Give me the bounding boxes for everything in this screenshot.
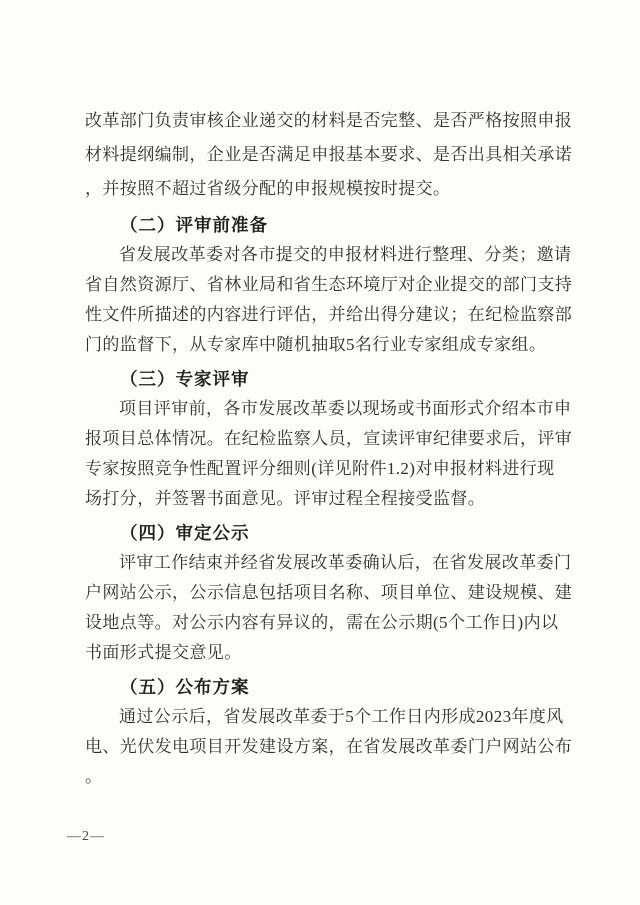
section-heading-3: （三）专家评审 (120, 369, 250, 389)
document-body (85, 104, 573, 792)
body-text-line: 通过公示后，省发展改革委于5个工作日内形成2023年度风 (119, 707, 564, 726)
body-text-line: 改革部门负责审核企业递交的材料是否完整、是否严格按照申报 (85, 111, 573, 130)
body-text-line: 专家按照竞争性配置评分细则(详见附件1.2)对申报材料进行现 (85, 459, 555, 478)
body-text-line: 性文件所描述的内容进行评估，并给出得分建议；在纪检监察部 (85, 305, 573, 324)
body-text-line: ，并按照不超过省级分配的申报规模按时提交。 (85, 179, 451, 198)
section-heading-4: （四）审定公示 (120, 523, 250, 543)
body-text-line: 书面形式提交意见。 (85, 643, 242, 662)
section-heading-2: （二）评审前准备 (120, 215, 268, 235)
body-text-line: 。 (85, 767, 103, 786)
body-text-line: 省发展改革委对各市提交的申报材料进行整理、分类；邀请 (119, 245, 572, 264)
body-text-line: 材料提纲编制，企业是否满足申报基本要求、是否出具相关承诺 (85, 145, 573, 164)
body-text-line: 评审工作结束并经省发展改革委确认后，在省发展改革委门 (119, 553, 572, 572)
body-text-line: 项目评审前，各市发展改革委以现场或书面形式介绍本市申 (119, 399, 572, 418)
body-text-line: 设地点等。对公示内容有异议的，需在公示期(5个工作日)内以 (85, 613, 559, 632)
body-text-line: 户网站公示，公示信息包括项目名称、项目单位、建设规模、建 (85, 583, 573, 602)
body-text-line: 场打分，并签署书面意见。评审过程全程接受监督。 (85, 489, 486, 508)
body-text-line: 报项目总体情况。在纪检监察人员，宣读评审纪律要求后，评审 (85, 429, 573, 448)
body-text-line: 门的监督下，从专家库中随机抽取5名行业专家组成专家组。 (85, 335, 547, 354)
section-heading-5: （五）公布方案 (120, 677, 250, 697)
body-text-line: 电、光伏发电项目开发建设方案，在省发展改革委门户网站公布 (85, 737, 573, 756)
body-text-line: 省自然资源厅、省林业局和省生态环境厅对企业提交的部门支持 (85, 275, 573, 294)
page-number: —2— (67, 829, 105, 844)
